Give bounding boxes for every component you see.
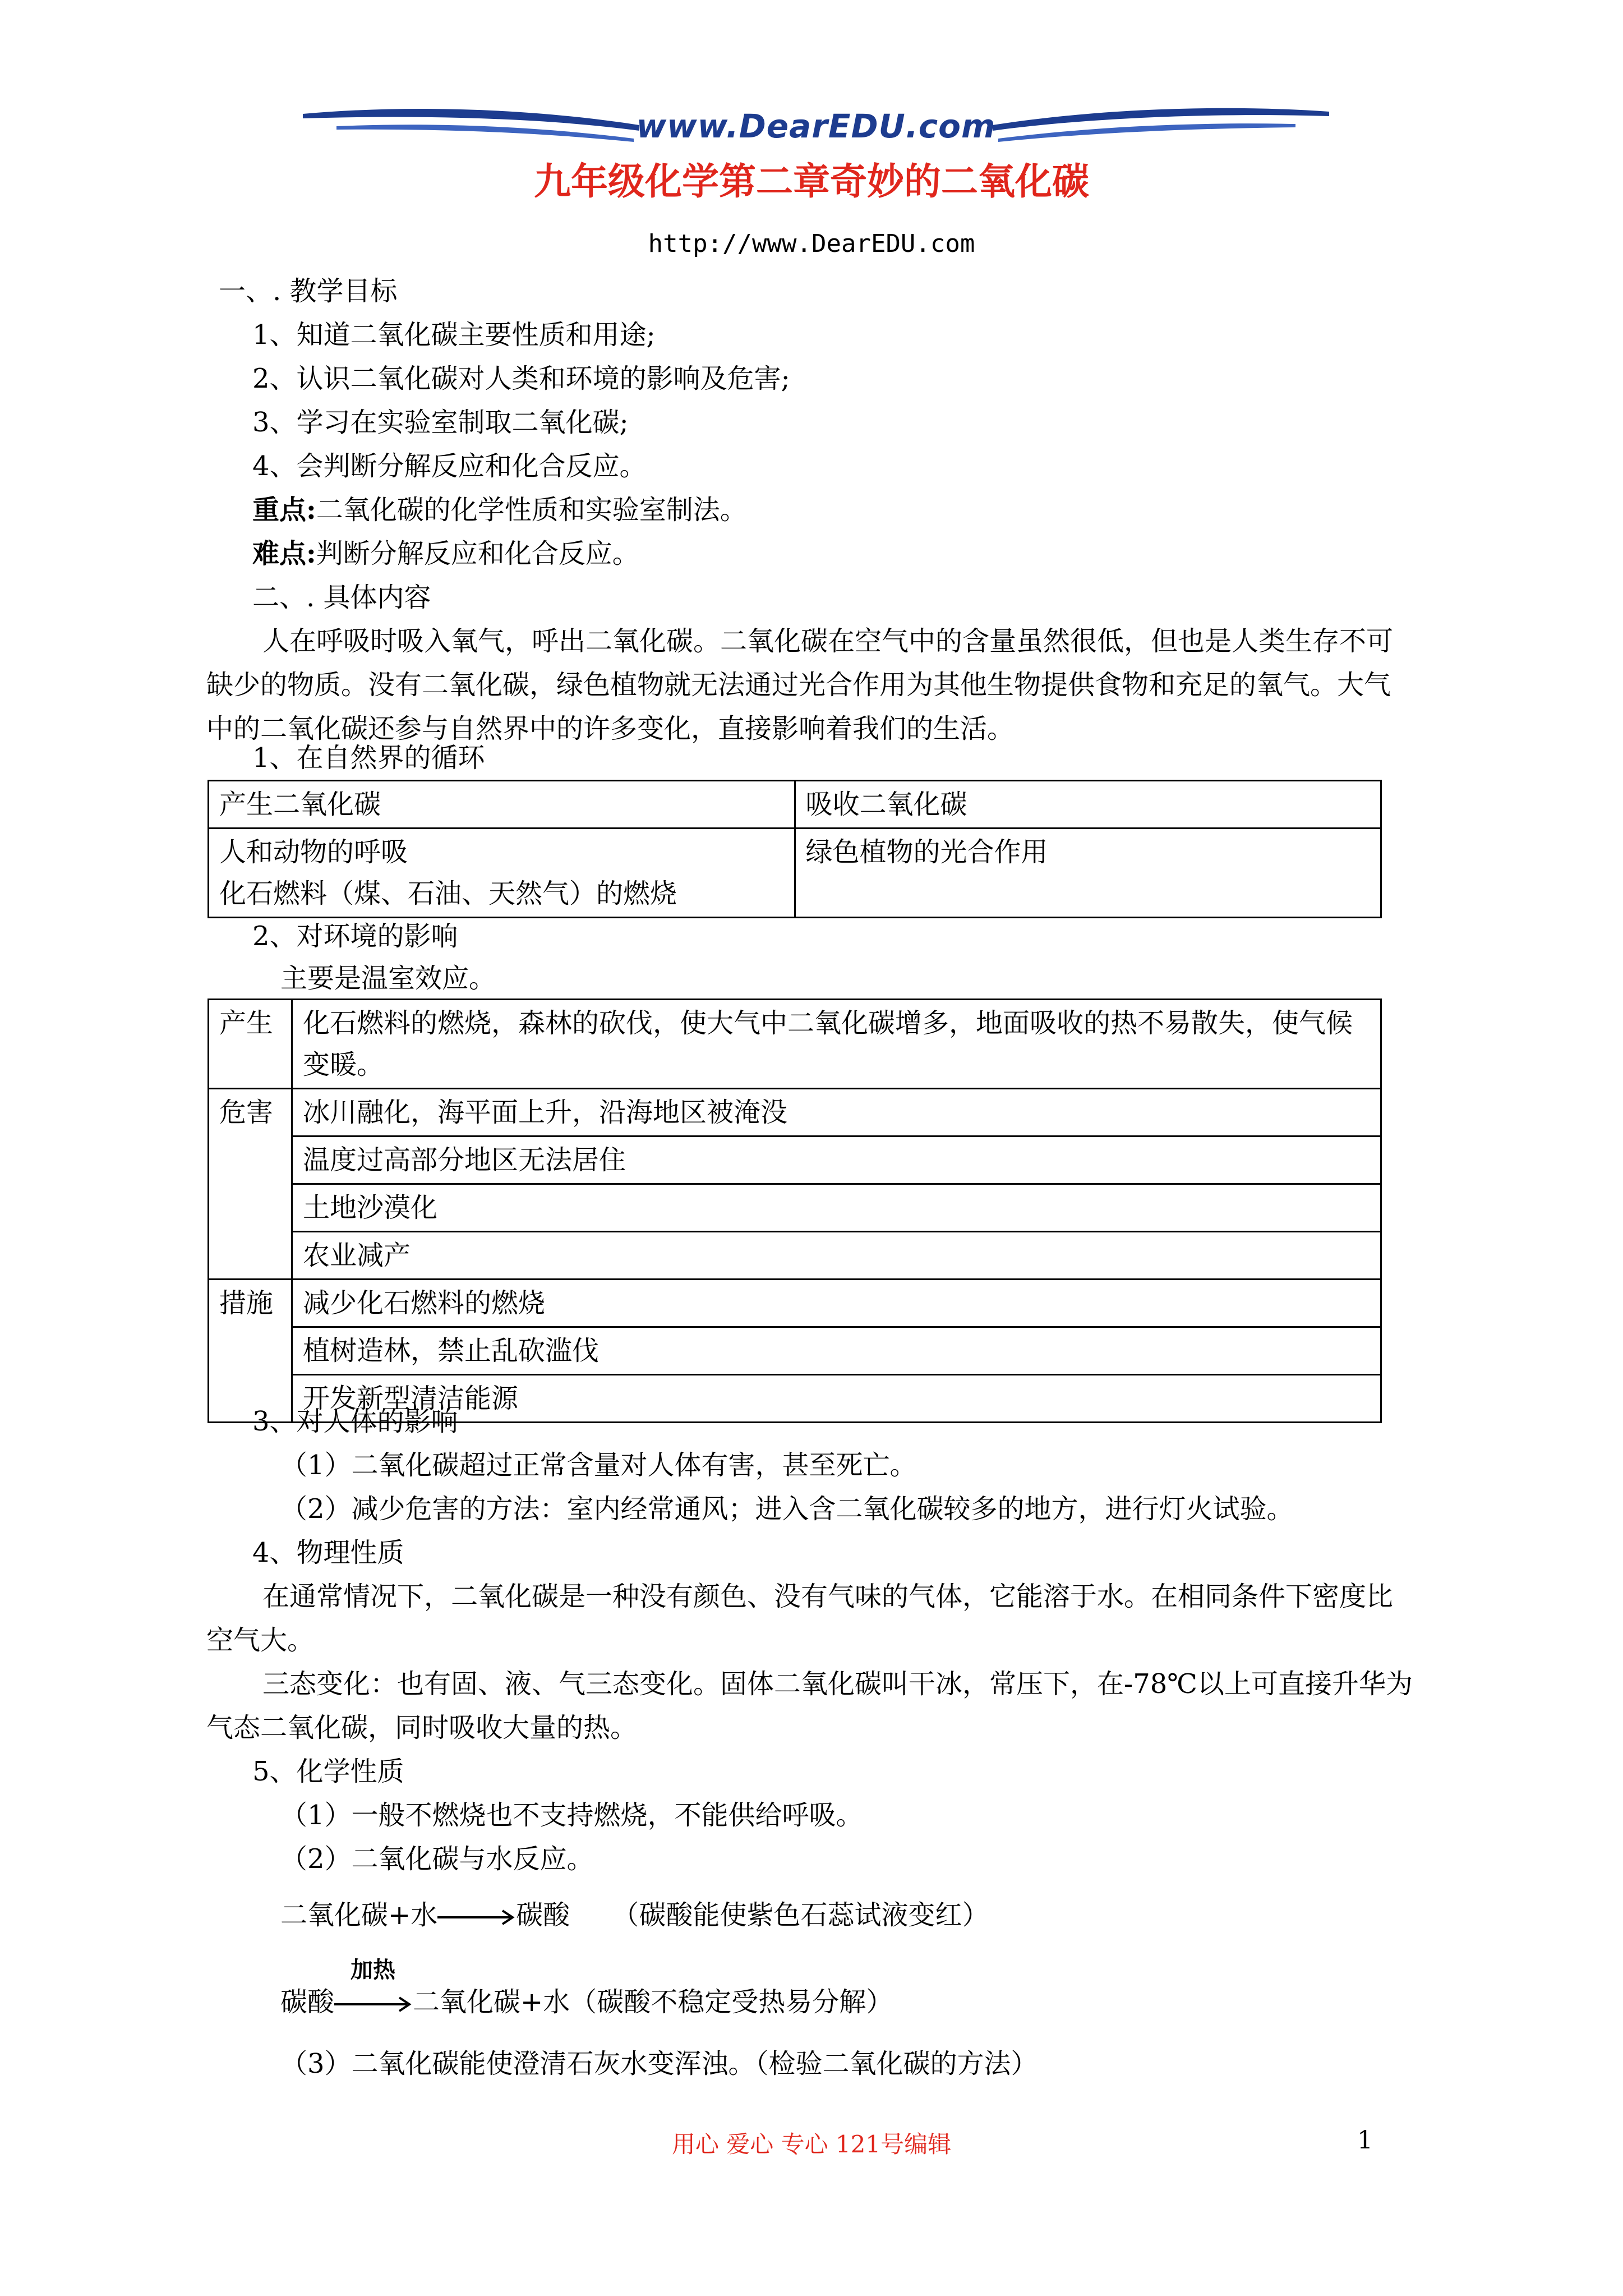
- chem-heading: 5、化学性质: [252, 1756, 404, 1787]
- site-banner: [303, 93, 1329, 160]
- eq1-left: 二氧化碳+水: [280, 1899, 438, 1931]
- section1-heading: 一、. 教学目标: [219, 275, 398, 307]
- goal-item-4: 4、会判断分解反应和化合反应。: [252, 450, 647, 482]
- env-harm-1: 冰川融化，海平面上升，沿海地区被淹没: [292, 1089, 1381, 1137]
- chem-item-1: （1）一般不燃烧也不支持燃烧，不能供给呼吸。: [280, 1800, 863, 1831]
- cycle-head-produce: 产生二氧化碳: [209, 781, 795, 829]
- phys-paragraph-2: [206, 1662, 1413, 1750]
- eq2-left: 碳酸: [280, 1986, 335, 2018]
- cycle-produce-1: 人和动物的呼吸: [219, 836, 408, 868]
- env-harm-label: 危害: [209, 1089, 292, 1280]
- body-item-2: （2）减少危害的方法：室内经常通风；进入含二氧化碳较多的地方，进行灯火试验。: [280, 1493, 1294, 1525]
- key-point: [252, 488, 747, 532]
- body-item-1: （1）二氧化碳超过正常含量对人体有害，甚至死亡。: [280, 1450, 917, 1481]
- phys-paragraph-1: [206, 1575, 1413, 1662]
- env-measure-3: 开发新型清洁能源: [292, 1375, 1381, 1423]
- eq1-right: 碳酸: [516, 1899, 570, 1931]
- source-url: http://www.DearEDU.com: [648, 229, 975, 258]
- equation-2: [280, 1980, 893, 2024]
- eq2-right: 二氧化碳+水（碳酸不稳定受热易分解）: [413, 1986, 893, 2018]
- body-heading: 3、对人体的影响: [252, 1406, 458, 1437]
- goal-item-2: 2、认识二氧化碳对人类和环境的影响及危害;: [252, 363, 790, 394]
- goal-item-3: 3、学习在实验室制取二氧化碳;: [252, 407, 629, 438]
- phys-heading: 4、物理性质: [252, 1537, 404, 1568]
- section2-heading: 二、. 具体内容: [252, 582, 431, 613]
- env-harm-3: 土地沙漠化: [292, 1184, 1381, 1232]
- chem-item-3: （3）二氧化碳能使澄清石灰水变浑浊。（检验二氧化碳的方法）: [280, 2048, 1038, 2079]
- intro-text: 人在呼吸时吸入氧气，呼出二氧化碳。二氧化碳在空气中的含量虽然很低，但也是人类生存不可缺少的物质。没有二氧化碳，绿色植物就无法通过光合作用为其他生物提供食物和充足的氧气。大气中的二氧化碳还参与自然界中的许多变化，直接影响着我们的生活。: [206, 625, 1394, 744]
- env-heading: 2、对环境的影响: [252, 921, 458, 952]
- env-cause-text: 化石燃料的燃烧，森林的砍伐，使大气中二氧化碳增多，地面吸收的热不易散失，使气候变暖。: [292, 1000, 1381, 1089]
- phys-text-2: 三态变化：也有固、液、气三态变化。固体二氧化碳叫干冰，常压下，在-78℃以上可直接升华为气态二氧化碳，同时吸收大量的热。: [206, 1668, 1413, 1743]
- reaction-arrow-icon: [437, 1906, 516, 1929]
- env-measure-1: 减少化石燃料的燃烧: [292, 1280, 1381, 1327]
- cycle-head-absorb: 吸收二氧化碳: [795, 781, 1381, 829]
- env-sub: 主要是温室效应。: [280, 963, 496, 994]
- difficult-point-text: 判断分解反应和化合反应。: [316, 538, 639, 569]
- goal-item-1: 1、知道二氧化碳主要性质和用途;: [252, 319, 656, 351]
- eq1-note: （碳酸能使紫色石蕊试液变红）: [612, 1899, 989, 1931]
- equation-1: [280, 1893, 989, 1937]
- key-point-text: 二氧化碳的化学性质和实验室制法。: [316, 494, 747, 526]
- cycle-table: [208, 780, 1382, 918]
- key-point-label: 重点:: [252, 494, 316, 526]
- intro-paragraph: [206, 619, 1413, 751]
- cycle-absorb-cell: 绿色植物的光合作用: [795, 829, 1381, 918]
- env-cause-label: 产生: [209, 1000, 292, 1089]
- env-measure-2: 植树造林，禁止乱砍滥伐: [292, 1327, 1381, 1375]
- phys-text-1: 在通常情况下，二氧化碳是一种没有颜色、没有气味的气体，它能溶于水。在相同条件下密度比空气大。: [206, 1581, 1394, 1656]
- eq2-condition: 加热: [351, 1957, 395, 1983]
- env-harm-4: 农业减产: [292, 1232, 1381, 1280]
- footer-slogan: 用心 爱心 专心 121号编辑: [671, 2131, 952, 2158]
- env-harm-2: 温度过高部分地区无法居住: [292, 1137, 1381, 1184]
- env-measure-label: 措施: [209, 1280, 292, 1423]
- cycle-produce-cell: [209, 829, 795, 918]
- site-logo: www.DearEDU.com: [636, 107, 996, 145]
- environment-table: [208, 999, 1382, 1423]
- cycle-heading: 1、在自然界的循环: [252, 742, 485, 774]
- heating-arrow-icon: [334, 1993, 413, 2016]
- cycle-produce-2: 化石燃料（煤、石油、天然气）的燃烧: [219, 878, 677, 909]
- chem-item-2: （2）二氧化碳与水反应。: [280, 1843, 594, 1875]
- difficult-point-label: 难点:: [252, 538, 316, 569]
- page-title: 九年级化学第二章奇妙的二氧化碳: [534, 159, 1089, 203]
- difficult-point: [252, 532, 639, 576]
- page-number: 1: [1357, 2126, 1373, 2155]
